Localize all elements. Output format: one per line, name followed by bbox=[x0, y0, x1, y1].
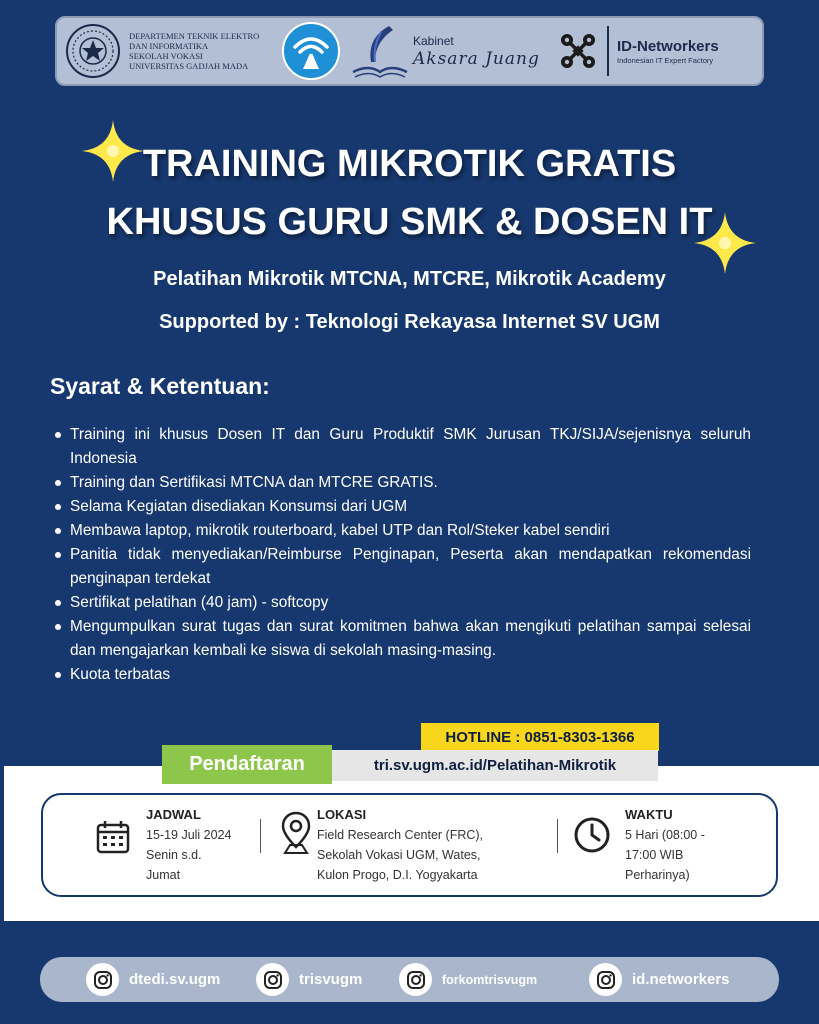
idn-tagline: Indonesian IT Expert Factory bbox=[617, 55, 714, 65]
social-handle: dtedi.sv.ugm bbox=[129, 971, 221, 988]
tri-wifi-logo-icon bbox=[281, 21, 341, 81]
list-item: Panitia tidak menyediakan/Reimburse Penginapan, Peserta akan mendapatkan rekomendasi penginapan terdekat bbox=[50, 543, 751, 591]
waktu-value: 5 Hari (08:00 - 17:00 WIB Perharinya) bbox=[625, 828, 705, 882]
social-handle: id.networkers bbox=[632, 971, 730, 988]
page-title: TRAINING MIKROTIK GRATIS bbox=[142, 143, 677, 185]
instagram-icon bbox=[589, 963, 622, 996]
terms-list bbox=[50, 423, 751, 687]
quill-pen-icon bbox=[349, 22, 411, 80]
lokasi-label: LOKASI bbox=[317, 807, 367, 822]
divider bbox=[557, 819, 558, 853]
list-item: Kuota terbatas bbox=[50, 663, 751, 687]
registration-label: Pendaftaran bbox=[162, 745, 332, 784]
lokasi-value: Field Research Center (FRC), Sekolah Vokasi UGM, Wates, Kulon Progo, D.I. Yogyakarta bbox=[317, 828, 484, 882]
page-title-line-2: KHUSUS GURU SMK & DOSEN IT bbox=[106, 201, 713, 243]
registration-link[interactable]: tri.sv.ugm.ac.id/Pelatihan-Mikrotik bbox=[332, 750, 658, 781]
social-item[interactable] bbox=[589, 963, 730, 996]
divider bbox=[260, 819, 261, 853]
id-networkers-logo-icon bbox=[555, 28, 601, 74]
partner-logo-bar bbox=[55, 16, 764, 86]
event-info-box bbox=[41, 793, 778, 897]
list-item: Training ini khusus Dosen IT dan Guru Produktif SMK Jurusan TKJ/SIJA/sejenisnya seluruh Indonesia bbox=[50, 423, 751, 471]
idn-name: ID-Networkers bbox=[617, 37, 719, 55]
list-item: Selama Kegiatan disediakan Konsumsi dari UGM bbox=[50, 495, 751, 519]
department-name: DEPARTEMEN TEKNIK ELEKTRO DAN INFORMATIKA SEKOLAH VOKASI UNIVERSITAS GADJAH MADA bbox=[129, 31, 260, 71]
waktu-label: WAKTU bbox=[625, 807, 673, 822]
terms-heading: Syarat & Ketentuan: bbox=[50, 373, 270, 399]
clock-icon bbox=[573, 816, 611, 854]
location-pin-icon bbox=[281, 811, 311, 855]
social-handle: forkomtrisvugm bbox=[442, 972, 538, 987]
kabinet-logo: Kabinet Aksara Juang bbox=[349, 22, 549, 80]
hotline-badge: HOTLINE : 0851-8303-1366 bbox=[421, 723, 659, 751]
list-item: Membawa laptop, mikrotik routerboard, kabel UTP dan Rol/Steker kabel sendiri bbox=[50, 519, 751, 543]
list-item: Training dan Sertifikasi MTCNA dan MTCRE GRATIS. bbox=[50, 471, 751, 495]
instagram-icon bbox=[399, 963, 432, 996]
calendar-icon bbox=[95, 819, 131, 855]
instagram-icon bbox=[256, 963, 289, 996]
social-item[interactable] bbox=[86, 963, 220, 996]
logo-divider bbox=[607, 26, 609, 76]
jadwal-value: 15-19 Juli 2024 Senin s.d. Jumat bbox=[146, 828, 232, 882]
list-item: Sertifikat pelatihan (40 jam) - softcopy bbox=[50, 591, 751, 615]
social-item[interactable] bbox=[256, 963, 362, 996]
subtitle: Pelatihan Mikrotik MTCNA, MTCRE, Mikrotik Academy bbox=[153, 268, 666, 290]
social-item[interactable] bbox=[399, 963, 537, 996]
social-bar bbox=[40, 957, 779, 1002]
jadwal-label: JADWAL bbox=[146, 807, 201, 822]
supported-by: Supported by : Teknologi Rekayasa Internet SV UGM bbox=[159, 311, 660, 333]
social-handle: trisvugm bbox=[299, 971, 363, 988]
list-item: Mengumpulkan surat tugas dan surat komitmen bahwa akan mengikuti pelatihan sampai selesai dan mengajarkan kembali ke siswa di sekolah masing-masing. bbox=[50, 615, 751, 663]
ugm-seal-icon bbox=[65, 23, 121, 79]
instagram-icon bbox=[86, 963, 119, 996]
